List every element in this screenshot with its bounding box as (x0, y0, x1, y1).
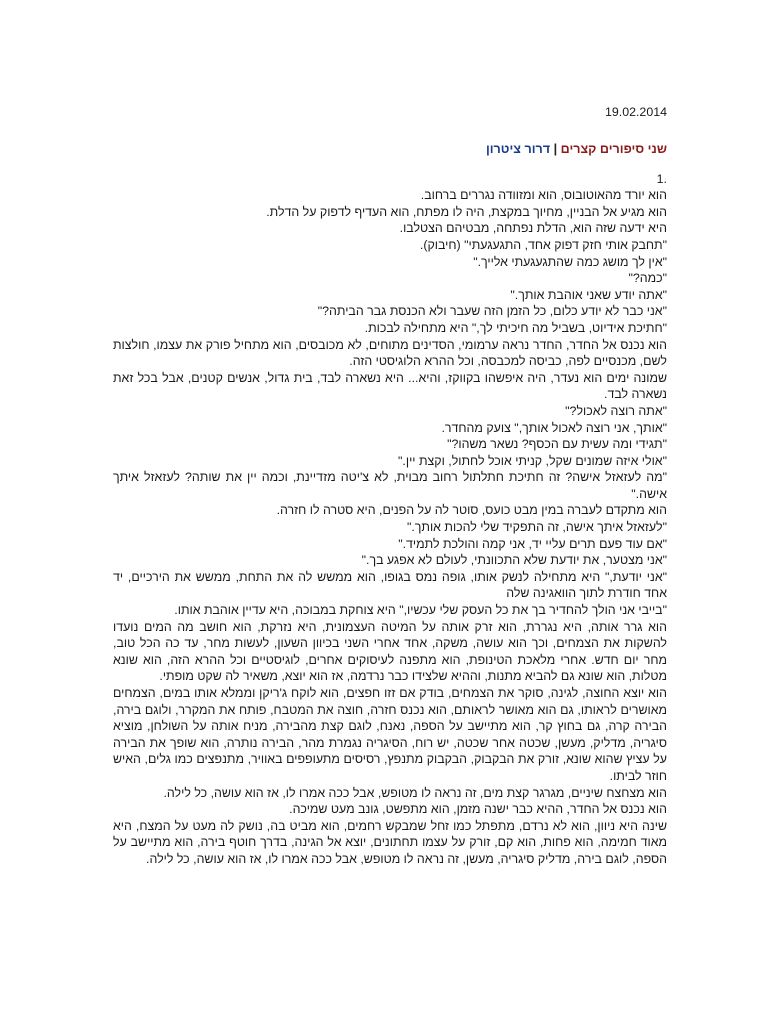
paragraph: הוא מתקדם לעברה במין מבט כועס, סוטר לה על הפנים, היא סטרה לו חזרה. (276, 503, 667, 518)
paragraph: "לעזאזל איתך אישה, זה התפקיד שלי להכות אותך." (406, 520, 667, 535)
paragraph: "תגידי ומה עשית עם הכסף? נשאר משהו?" (447, 437, 667, 452)
paragraph: "אם עוד פעם תרים עליי יד, אני קמה והולכת לתמיד." (398, 536, 667, 551)
paragraph: הוא גרר אותה, היא נגררת, הוא זרק אותה על המיטה העצמונית, היא נזרקת, הוא חושב מה המים נועדו להשקות את הצמחים, וכך הוא עושה, משקה, אחד אחרי השני בכיוון השעון, לעשות מחר, עד כה הכל טוב, מחר יום חדש. אחרי מלאכת הטינופת, הוא מתפנה לעיסוקים אחרים, לוגיסטיים וכל ההרא הזה, הוא שונא מטלות, הוא שונא גם להביא מתנות, וההיא שלצידו כבר נרדמה, אז הוא יוצא, משאיר לה שקט מופתי. (113, 619, 667, 684)
paragraph: "כמה?" (628, 271, 667, 286)
paragraph: "תחבק אותי חזק דפוק אחד, התגעגעתי" (חיבוק). (419, 237, 667, 252)
paragraph: "אין לך מושג כמה שהתגעגעתי אלייך." (473, 254, 667, 269)
paragraph: היא ידעה שזה הוא, הדלת נפתחה, מבטיהם הצטלבו. (399, 221, 667, 236)
article-content (113, 104, 667, 868)
title-separator: | (553, 142, 558, 156)
paragraph: "אני כבר לא יודע כלום, כל הזמן הזה שעבר ולא הכנסת גבר הביתה?" (317, 304, 667, 319)
paragraph: הוא נכנס אל החדר, החדר נראה ערמומי, הסדינים מתוחים, לא מכובסים, הוא מתחיל פורק את עצמו, חולצות לשם, מכנסיים לפה, כביסה למכבסה, וכל ההרא הלוגיסטי הזה. (113, 337, 667, 369)
paragraph: "אני יודעת," היא מתחילה לנשק אותו, גופה נמס בגופו, הוא ממשש לה את התחת, ממשש את הירכיים, יד אחד חודרת לתוך הוואגינה שלה (113, 569, 667, 601)
paragraph: "אתה רוצה לאכול?" (565, 403, 667, 418)
article-date: 19.02.2014 (604, 105, 667, 119)
paragraph: "בייבי אני הולך להחדיר בך את כל העסק שלי עכשיו," היא צוחקת במבוכה, היא עדיין אוהבת אותו. (174, 603, 667, 618)
author-link[interactable]: דרור ציטרון (485, 142, 551, 156)
paragraph: הוא יורד מהאוטובוס, הוא ומזוודה נגררים ברחוב. (420, 188, 667, 203)
paragraph: "מה לעזאזל אישה? זה חתיכת חתלתול רחוב מבוית, לא צ'יטה מזדיינת, וכמה יין את שותה? לעזאזל איתך אישה." (113, 470, 667, 501)
paragraph: הוא מגיע אל הבניין, מחיוך במקצת, היה לו מפתח, הוא העדיף לדפוק על הדלת. (266, 204, 667, 219)
paragraph: שמונה ימים הוא נעדר, היה איפשהו בקווקז, והיא... היא נשארה לבד, בית גדול, אנשים קטנים, אבל בכל זאת נשארה לבד. (113, 370, 667, 402)
paragraph: הוא יוצא החוצה, לגינה, סוקר את הצמחים, בודק אם זזו חפצים, הוא לוקח ג'ריקן וממלא אותו במים, הצמחים מאושרים לראותו, גם הוא מאושר לראותם, הוא נכנס חזרה, חוצה את המטבח, פותח את המקרר, ולוגם בירה, הבירה קרה, גם בחוץ קר, הוא מתיישב על הספה, נאנח, לוגם קצת מהבירה, מניח אותה על השולחן, מוציא סיגריה, מדליק, מעשן, שכטה אחר שכטה, יש רוח, הסיגריה נגמרת מהר, הבירה נותרה, הוא שופך את הבירה על עציץ שהוא שונא, זורק את הבקבוק, הבקבוק מתנפץ, רסיסים מתעופפים באוויר, מתנפצים כמו גלים, האיש חוזר לביתו. (113, 686, 667, 783)
paragraph: "חתיכת אידיוט, בשביל מה חיכיתי לך," היא מתחילה לבכות. (364, 320, 667, 335)
paragraph: "אותך, אני רוצה לאכול אותך," צועק מהחדר. (441, 420, 667, 435)
story-body (113, 171, 667, 868)
section-number: 1. (656, 171, 667, 186)
paragraph: שינה היא ניוון, הוא לא נרדם, מתפתל כמו זחל שמבקש רחמים, הוא מביט בה, נושק לה מעט על המצח, היא מאוד חמימה, הוא פחות, הוא קם, זורק על עצמו תחתונים, יוצא אל הגינה, בדרך חוטף בירה, הוא מתיישב על הספה, לוגם בירה, מדליק סיגריה, מעשן, זה נראה לו מטופש, אבל ככה אמרו לו, אז הוא עושה, כל לילה. (113, 818, 667, 866)
paragraph: הוא מצחצח שיניים, מגרגר קצת מים, זה נראה לו מטופש, אבל ככה אמרו לו, אז הוא עושה, כל לילה. (163, 785, 667, 800)
paragraph: "אני מצטער, את יודעת שלא התכוונתי, לעולם לא אפגע בך." (361, 553, 667, 568)
paragraph: "אולי איזה שמונים שקל, קניתי אוכל לחתול, וקצת יין." (398, 453, 667, 468)
paragraph: "אתה יודע שאני אוהבת אותך." (510, 287, 667, 302)
story-title-link[interactable]: שני סיפורים קצרים (560, 142, 667, 156)
article-title (113, 141, 667, 158)
paragraph: הוא נכנס אל החדר, ההיא כבר ישנה מזמן, הוא מתפשט, גונב מעט שמיכה. (289, 802, 667, 817)
